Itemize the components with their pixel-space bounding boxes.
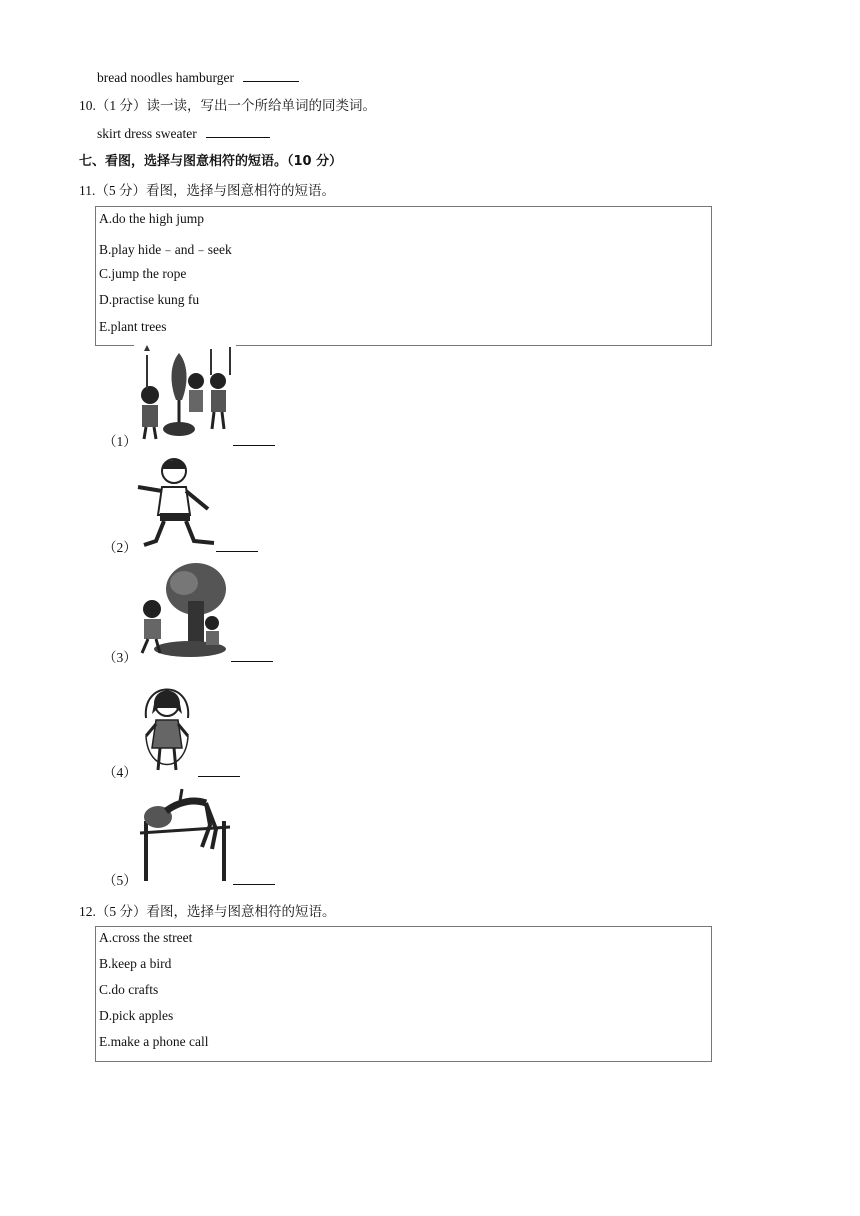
q10-stem-line — [79, 94, 376, 114]
q11-options-box — [95, 206, 712, 346]
q11-option-c: C.jump the rope — [99, 266, 187, 281]
q11-item-4-label: （4） — [103, 765, 137, 780]
q12-options-box — [95, 926, 712, 1062]
q12-option-e: E.make a phone call — [99, 1034, 209, 1049]
q11-number: 11. — [79, 183, 96, 198]
q12-option-b: B.keep a bird — [99, 956, 172, 971]
q9-words-line — [97, 67, 299, 86]
q11-item-1-label: （1） — [103, 434, 137, 449]
q12-number: 12. — [79, 904, 96, 919]
q10-words: skirt dress sweater — [97, 126, 197, 141]
q10-stem: （1 分）读一读，写出一个所给单词的同类词。 — [95, 98, 376, 113]
q11-item-3-label: （3） — [103, 650, 137, 665]
q11-option-b: B.play hide﹣and﹣seek — [99, 242, 232, 257]
q11-item-5-blank[interactable] — [233, 870, 275, 885]
q9-words: bread noodles hamburger — [97, 70, 234, 85]
girl-jumping-rope-illustration — [136, 674, 198, 774]
q11-item-2-label: （2） — [103, 540, 137, 555]
q11-item-4-blank[interactable] — [198, 762, 240, 777]
q11-item-1-blank[interactable] — [233, 431, 275, 446]
q12-option-c: C.do crafts — [99, 982, 159, 997]
q11-stem: （5 分）看图，选择与图意相符的短语。 — [95, 183, 335, 198]
q12-stem: （5 分）看图，选择与图意相符的短语。 — [95, 904, 336, 919]
q11-item-3-blank[interactable] — [231, 647, 273, 662]
children-planting-tree-illustration — [134, 345, 236, 443]
q12-option-a: A.cross the street — [99, 930, 193, 945]
q11-option-a: A.do the high jump — [99, 211, 204, 226]
q11-item-2-blank[interactable] — [216, 537, 258, 552]
children-hiding-behind-tree-illustration — [134, 561, 232, 659]
q10-words-line — [97, 123, 270, 142]
q11-item-5-label: （5） — [103, 873, 137, 888]
section7-heading: 七、看图，选择与图意相符的短语。（10 分） — [79, 154, 343, 169]
boy-kung-fu-illustration — [134, 457, 218, 549]
high-jump-illustration — [136, 785, 234, 883]
q12-option-d: D.pick apples — [99, 1008, 174, 1023]
q12-stem-line — [79, 900, 336, 920]
q10-answer-blank[interactable] — [206, 123, 270, 138]
q10-number: 10. — [79, 98, 96, 113]
q11-stem-line — [79, 179, 335, 199]
q11-option-e: E.plant trees — [99, 319, 167, 334]
q11-option-d: D.practise kung fu — [99, 292, 200, 307]
q9-answer-blank[interactable] — [243, 67, 299, 82]
